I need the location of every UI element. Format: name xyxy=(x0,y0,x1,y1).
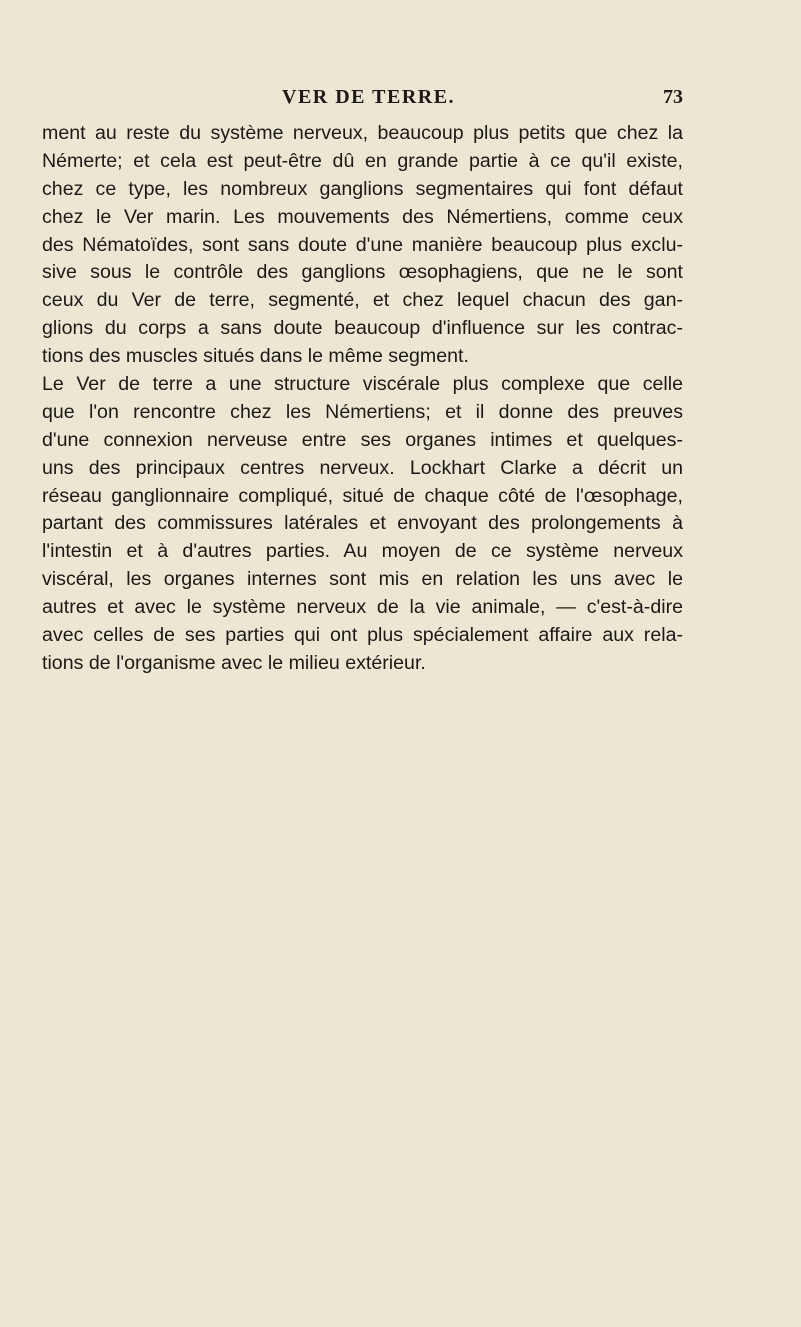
text-line: l'intestin et à d'autres parties. Au moyen de ce système nerveux xyxy=(42,540,683,563)
text-line: chez le Ver marin. Les mouvements des Némertiens, comme ceux xyxy=(42,205,683,228)
text-line: réseau ganglionnaire compliqué, situé de chaque côté de l'œsophage, xyxy=(42,484,683,507)
text-line: tions des muscles situés dans le même segment. xyxy=(42,345,469,368)
text-line: avec celles de ses parties qui ont plus spécialement affaire aux rela- xyxy=(42,624,683,647)
body-text xyxy=(42,120,683,678)
text-line: des Nématoïdes, sont sans doute d'une manière beaucoup plus exclu- xyxy=(42,233,683,256)
text-line: chez ce type, les nombreux ganglions segmentaires qui font défaut xyxy=(42,177,683,200)
text-line: Némerte; et cela est peut-être dû en grande partie à ce qu'il existe, xyxy=(42,149,683,172)
running-title: VER DE TERRE. xyxy=(282,86,456,108)
page-number: 73 xyxy=(663,86,683,108)
text-line: sive sous le contrôle des ganglions œsophagiens, que ne le sont xyxy=(42,261,683,284)
text-line: tions de l'organisme avec le milieu extérieur. xyxy=(42,651,426,674)
text-line: autres et avec le système nerveux de la vie animale, — c'est-à-dire xyxy=(42,596,683,619)
running-head xyxy=(42,86,683,116)
text-line: partant des commissures latérales et envoyant des prolongements à xyxy=(42,512,683,535)
text-line: uns des principaux centres nerveux. Lockhart Clarke a décrit un xyxy=(42,456,683,479)
text-line: d'une connexion nerveuse entre ses organes intimes et quelques- xyxy=(42,428,683,451)
text-line: viscéral, les organes internes sont mis en relation les uns avec le xyxy=(42,568,683,591)
text-line: glions du corps a sans doute beaucoup d'influence sur les contrac- xyxy=(42,317,683,340)
text-line: ment au reste du système nerveux, beaucoup plus petits que chez la xyxy=(42,122,683,144)
text-line: ceux du Ver de terre, segmenté, et chez lequel chacun des gan- xyxy=(42,289,683,312)
text-line: que l'on rencontre chez les Némertiens; et il donne des preuves xyxy=(42,400,683,423)
text-line: Le Ver de terre a une structure viscérale plus complexe que celle xyxy=(42,373,683,396)
